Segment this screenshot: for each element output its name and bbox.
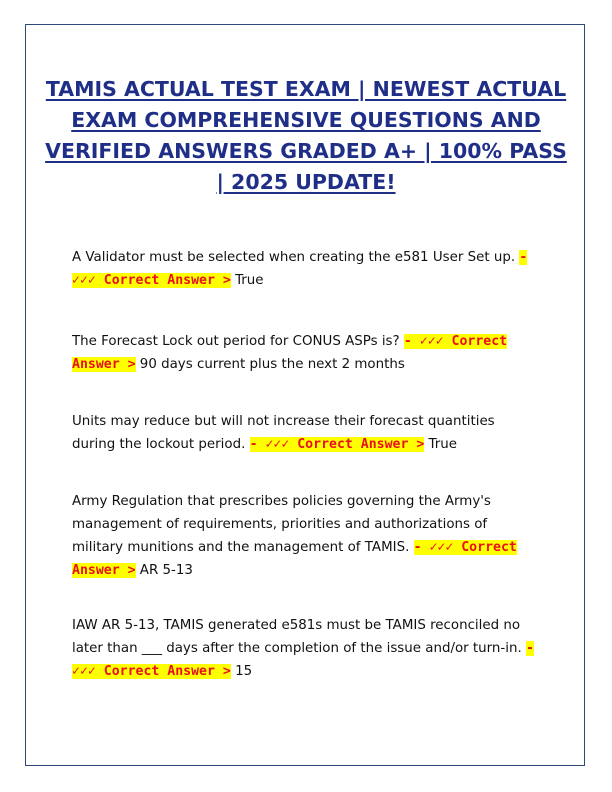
qa-item-4 xyxy=(72,490,542,582)
correct-answer-marker: - ✓✓✓ Correct Answer > xyxy=(72,334,508,372)
question-text: The Forecast Lock out period for CONUS ASPs is? xyxy=(72,334,400,349)
answer-text: 90 days current plus the next 2 months xyxy=(139,357,405,372)
question-text: Army Regulation that prescribes policies governing the Army's management of requirements, priorities and authorizations of military munitions and the management of TAMIS. xyxy=(72,494,491,555)
correct-answer-marker: - ✓✓✓ Correct Answer > xyxy=(72,540,517,578)
document-title: TAMIS ACTUAL TEST EXAM | NEWEST ACTUAL EXAM COMPREHENSIVE QUESTIONS AND VERIFIED ANSWERS GRADED A+ | 100% PASS | 2025 UPDATE! xyxy=(45,77,567,194)
correct-answer-marker: - ✓✓✓ Correct Answer > xyxy=(249,437,425,452)
qa-item-5 xyxy=(72,614,542,683)
correct-answer-marker: - ✓✓✓ Correct Answer > xyxy=(72,250,528,288)
question-text: IAW AR 5-13, TAMIS generated e581s must be TAMIS reconciled no later than ___ days after the completion of the issue and/or turn-in. xyxy=(72,618,522,656)
qa-item-2 xyxy=(72,330,542,376)
answer-text: True xyxy=(235,273,264,288)
correct-answer-marker: - ✓✓✓ Correct Answer > xyxy=(72,641,534,679)
question-text: A Validator must be selected when creating the e581 User Set up. xyxy=(72,250,516,265)
qa-item-3 xyxy=(72,410,542,456)
answer-text: True xyxy=(428,437,457,452)
question-text: Units may reduce but will not increase their forecast quantities during the lockout period. xyxy=(72,414,495,452)
answer-text: 15 xyxy=(235,664,253,679)
answer-text: AR 5-13 xyxy=(139,563,193,578)
qa-item-1 xyxy=(72,246,542,292)
